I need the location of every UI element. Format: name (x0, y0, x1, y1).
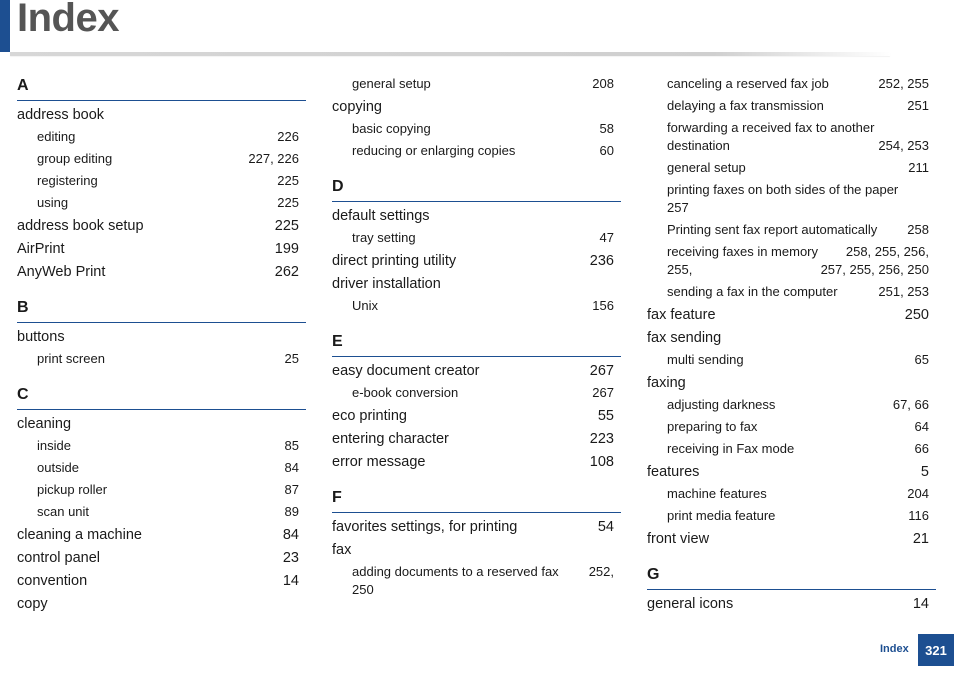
index-entry (647, 596, 936, 613)
entry-pages: 5 (920, 464, 929, 480)
entry-term: editing (37, 129, 76, 144)
index-subentry (647, 221, 936, 239)
index-subentry (332, 229, 621, 247)
header-accent-bar (0, 0, 10, 52)
index-subentry (17, 194, 306, 212)
entry-pages: 208 (592, 76, 614, 91)
entry-pages: 227, 226 (248, 151, 299, 166)
index-entry (17, 527, 306, 544)
entry-term: AnyWeb Print (17, 264, 106, 280)
index-entry (647, 330, 936, 347)
index-entry (17, 573, 306, 590)
entry-term: copy (17, 596, 48, 612)
entry-pages: 108 (589, 454, 614, 470)
entry-term: delaying a fax transmission (667, 98, 824, 113)
index-subentry (647, 283, 936, 301)
entry-pages: 251 (907, 98, 929, 113)
entry-continuation (667, 199, 929, 217)
index-entry (332, 99, 621, 116)
entry-term: canceling a reserved fax job (667, 76, 829, 91)
index-subentry (17, 128, 306, 146)
entry-term: general setup (667, 160, 746, 175)
entry-pages: 250 (904, 307, 929, 323)
index-letter-heading: A (17, 77, 306, 101)
entry-term: sending a fax in the computer (667, 284, 838, 299)
index-subentry (647, 351, 936, 369)
entry-continuation (352, 581, 614, 599)
entry-pages: 223 (589, 431, 614, 447)
entry-pages: 204 (907, 486, 929, 501)
entry-term: registering (37, 173, 98, 188)
entry-continuation (667, 137, 929, 155)
entry-term: entering character (332, 431, 449, 447)
entry-term: front view (647, 531, 710, 547)
entry-pages: 258 (907, 222, 929, 237)
index-subentry (332, 384, 621, 402)
entry-term: Unix (352, 298, 379, 313)
entry-continuation-pages: 254, 253 (878, 138, 929, 153)
footer-section-label: Index (880, 643, 909, 655)
entry-pages: 47 (599, 230, 614, 245)
entry-pages: 236 (589, 253, 614, 269)
index-letter-heading: G (647, 566, 936, 590)
index-subentry (17, 172, 306, 190)
entry-pages: 225 (274, 218, 299, 234)
index-subentry (332, 142, 621, 160)
entry-pages: 267 (589, 363, 614, 379)
entry-pages: 258, 255, 256, (845, 244, 929, 259)
page-title: Index (17, 0, 119, 40)
entry-pages: 25 (284, 351, 299, 366)
index-entry (17, 218, 306, 235)
entry-term: faxing (647, 375, 686, 391)
index-column-2 (332, 72, 621, 599)
entry-term: address book setup (17, 218, 144, 234)
entry-term: inside (37, 438, 71, 453)
index-subentry (17, 437, 306, 455)
entry-continuation (667, 261, 929, 279)
entry-pages: 89 (284, 504, 299, 519)
entry-pages: 85 (284, 438, 299, 453)
entry-term: fax feature (647, 307, 716, 323)
index-subentry (647, 507, 936, 525)
entry-line (667, 243, 929, 261)
title-divider (10, 52, 890, 56)
entry-pages: 67, 66 (892, 397, 929, 412)
entry-term: cleaning (17, 416, 72, 432)
index-subentry (17, 350, 306, 368)
entry-pages: 14 (912, 596, 929, 612)
entry-term: receiving faxes in memory (667, 244, 818, 259)
entry-pages: 262 (274, 264, 299, 280)
index-entry (17, 329, 306, 346)
entry-pages: 116 (908, 508, 929, 523)
index-entry (332, 431, 621, 448)
index-subentry (647, 75, 936, 93)
entry-term: driver installation (332, 276, 441, 292)
index-subentry (647, 418, 936, 436)
entry-term: direct printing utility (332, 253, 457, 269)
entry-pages: 211 (908, 160, 929, 175)
index-letter-heading: F (332, 489, 621, 513)
entry-continuation-pages: 257, 255, 256, 250 (820, 262, 929, 277)
entry-continuation-term: 255, (667, 262, 693, 277)
entry-term: pickup roller (37, 482, 108, 497)
entry-pages: 21 (912, 531, 929, 547)
index-letter-heading: B (17, 299, 306, 323)
entry-pages: 14 (282, 573, 299, 589)
entry-term: Printing sent fax report automatically (667, 222, 878, 237)
index-subentry (647, 440, 936, 458)
index-entry (332, 253, 621, 270)
entry-term: default settings (332, 208, 430, 224)
entry-term: buttons (17, 329, 65, 345)
index-entry (332, 208, 621, 225)
entry-term: printing faxes on both sides of the paper (667, 182, 899, 197)
entry-term: fax (332, 542, 352, 558)
entry-term: AirPrint (17, 241, 65, 257)
entry-pages: 84 (284, 460, 299, 475)
index-entry (332, 276, 621, 293)
entry-pages: 66 (914, 441, 929, 456)
entry-pages: 84 (282, 527, 299, 543)
entry-term: print screen (37, 351, 105, 366)
entry-term: receiving in Fax mode (667, 441, 795, 456)
entry-continuation-term: 257 (667, 200, 689, 215)
entry-pages: 60 (599, 143, 614, 158)
index-entry (332, 454, 621, 471)
entry-line (667, 181, 929, 199)
entry-term: eco printing (332, 408, 407, 424)
entry-pages: 267 (592, 385, 614, 400)
entry-term: print media feature (667, 508, 776, 523)
entry-pages: 199 (274, 241, 299, 257)
index-subentry (647, 119, 936, 155)
index-entry (332, 519, 621, 536)
entry-pages: 225 (277, 195, 299, 210)
entry-term: basic copying (352, 121, 431, 136)
index-entry (17, 596, 306, 613)
entry-pages: 23 (282, 550, 299, 566)
entry-pages: 251, 253 (878, 284, 929, 299)
entry-pages: 252, (588, 564, 614, 579)
index-subentry (647, 243, 936, 279)
entry-term: reducing or enlarging copies (352, 143, 516, 158)
index-entry (647, 531, 936, 548)
entry-pages: 64 (914, 419, 929, 434)
entry-line (352, 563, 614, 581)
entry-term: error message (332, 454, 426, 470)
page-number-badge (918, 634, 954, 666)
entry-term: general setup (352, 76, 431, 91)
entry-term: machine features (667, 486, 767, 501)
entry-term: e-book conversion (352, 385, 459, 400)
index-letter-heading: E (332, 333, 621, 357)
index-subentry (17, 503, 306, 521)
entry-term: copying (332, 99, 382, 115)
entry-term: adjusting darkness (667, 397, 776, 412)
entry-term: group editing (37, 151, 113, 166)
index-subentry (17, 481, 306, 499)
index-subentry (647, 181, 936, 217)
entry-pages: 54 (597, 519, 614, 535)
entry-pages: 252, 255 (878, 76, 929, 91)
index-subentry (332, 120, 621, 138)
index-entry (332, 363, 621, 380)
entry-line (667, 119, 929, 137)
index-column-1 (17, 72, 306, 613)
entry-term: favorites settings, for printing (332, 519, 518, 535)
entry-pages: 58 (599, 121, 614, 136)
entry-term: adding documents to a reserved fax (352, 564, 559, 579)
index-subentry (647, 485, 936, 503)
index-subentry (647, 97, 936, 115)
index-entry (17, 416, 306, 433)
entry-continuation-term: destination (667, 138, 730, 153)
index-entry (647, 307, 936, 324)
index-entry (17, 550, 306, 567)
entry-term: multi sending (667, 352, 744, 367)
index-column-3 (647, 72, 936, 613)
entry-term: control panel (17, 550, 101, 566)
page-number: 321 (925, 642, 947, 658)
entry-term: preparing to fax (667, 419, 758, 434)
index-entry (17, 241, 306, 258)
entry-term: address book (17, 107, 105, 123)
index-subentry (647, 159, 936, 177)
index-entry (17, 107, 306, 124)
index-subentry (332, 75, 621, 93)
index-entry (332, 542, 621, 559)
entry-pages: 87 (284, 482, 299, 497)
entry-term: using (37, 195, 69, 210)
entry-term: convention (17, 573, 88, 589)
index-entry (17, 264, 306, 281)
entry-term: general icons (647, 596, 734, 612)
entry-term: scan unit (37, 504, 90, 519)
entry-pages: 65 (914, 352, 929, 367)
entry-pages: 55 (597, 408, 614, 424)
entry-term: outside (37, 460, 79, 475)
index-subentry (332, 563, 621, 599)
index-entry (647, 375, 936, 392)
index-letter-heading: C (17, 386, 306, 410)
index-entry (647, 464, 936, 481)
entry-pages: 156 (592, 298, 614, 313)
entry-pages: 226 (277, 129, 299, 144)
index-subentry (17, 150, 306, 168)
index-subentry (332, 297, 621, 315)
index-entry (332, 408, 621, 425)
entry-pages: 225 (277, 173, 299, 188)
entry-term: forwarding a received fax to another (667, 120, 875, 135)
entry-term: tray setting (352, 230, 416, 245)
entry-term: fax sending (647, 330, 722, 346)
index-subentry (17, 459, 306, 477)
entry-continuation-term: 250 (352, 582, 374, 597)
index-subentry (647, 396, 936, 414)
entry-term: features (647, 464, 700, 480)
entry-term: easy document creator (332, 363, 480, 379)
index-letter-heading: D (332, 178, 621, 202)
entry-term: cleaning a machine (17, 527, 142, 543)
